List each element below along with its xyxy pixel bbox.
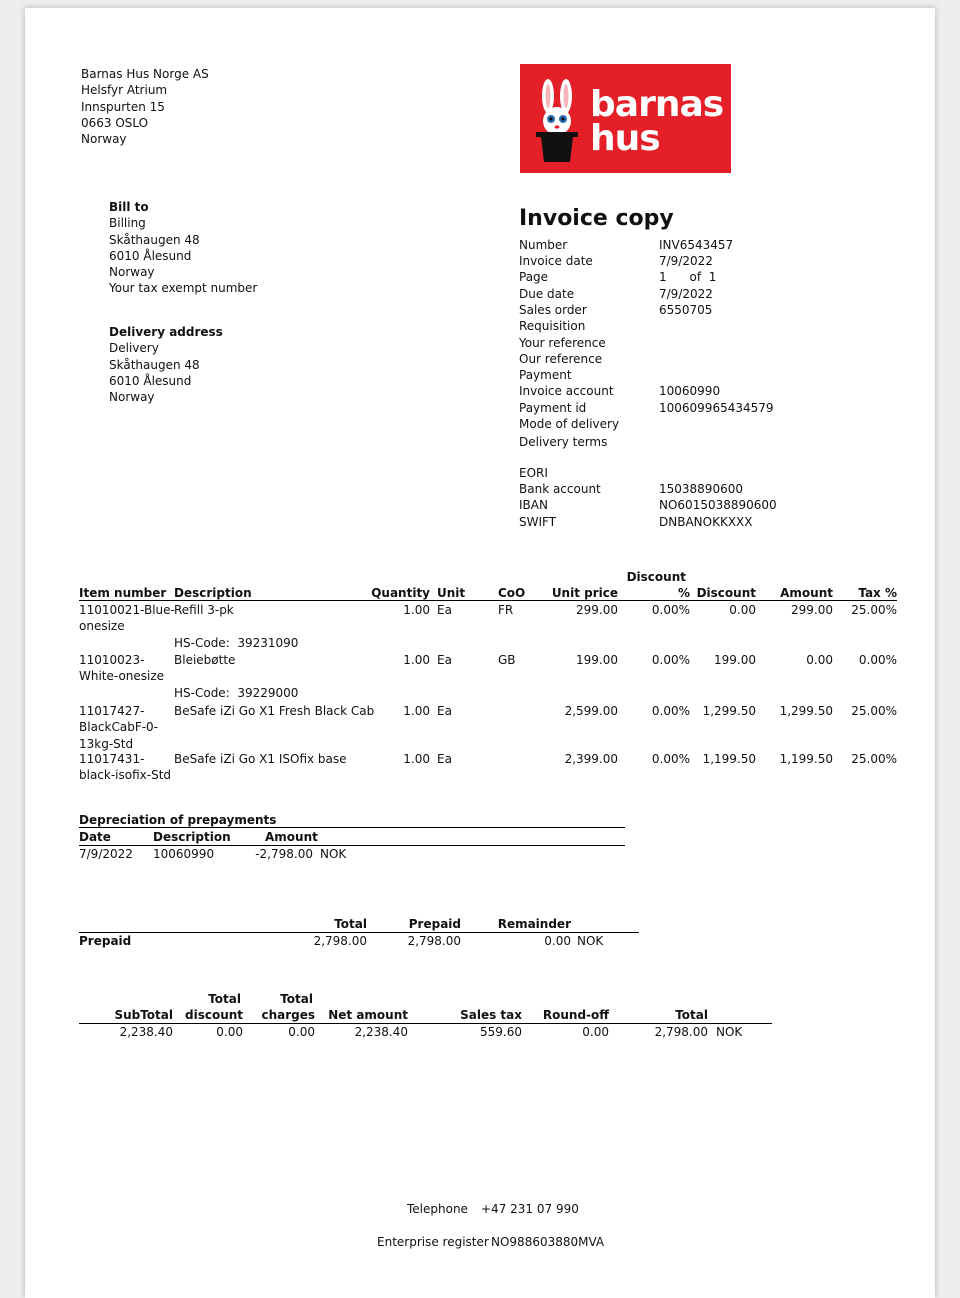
totals-discount-header-1: Total <box>208 992 241 1006</box>
depreciation-description-header: Description <box>153 830 231 844</box>
totals-subtotal-header: SubTotal <box>114 1008 173 1022</box>
bill-to-name: Billing <box>109 216 146 231</box>
invoice-field-value: 10060990 <box>659 384 721 398</box>
row-amount: 0.00 <box>806 653 833 667</box>
depreciation-amount: -2,798.00 <box>255 847 313 861</box>
row-description: BeSafe iZi Go X1 ISOfix base <box>174 752 347 766</box>
bill-to-postal: 6010 Ålesund <box>109 248 192 263</box>
totals-roundoff-header: Round-off <box>542 1008 609 1022</box>
row-amount: 1,299.50 <box>779 704 833 718</box>
invoice-field-label: Page <box>519 270 549 284</box>
row-quantity: 1.00 <box>403 653 430 667</box>
invoice-field-value: INV6543457 <box>659 238 734 252</box>
prepaid-total: 2,798.00 <box>313 934 367 948</box>
row-coo: FR <box>498 603 514 617</box>
footer-enterprise: NO988603880MVA <box>491 1235 605 1249</box>
row-quantity: 1.00 <box>403 752 430 766</box>
invoice-field-value: 7/9/2022 <box>659 254 713 268</box>
bank-field-label: Bank account <box>519 482 601 496</box>
invoice-field-label: Number <box>519 238 568 252</box>
totals-net: 2,238.40 <box>354 1025 408 1039</box>
prepaid-currency: NOK <box>577 934 604 948</box>
row-unit: Ea <box>437 603 452 617</box>
row-hs-code: HS-Code: 39229000 <box>174 685 299 700</box>
totals-charges-header-2: charges <box>261 1008 315 1022</box>
col-quantity-header: Quantity <box>371 586 430 600</box>
row-discount-pct: 0.00% <box>651 603 690 617</box>
seller-street: Helsfyr Atrium <box>81 83 168 98</box>
row-discount: 199.00 <box>714 653 756 667</box>
row-discount: 1,199.50 <box>702 752 756 766</box>
row-discount-pct: 0.00% <box>651 752 690 766</box>
row-description: Bleiebøtte <box>174 653 236 667</box>
row-tax: 25.00% <box>851 752 897 766</box>
totals-total: 2,798.00 <box>654 1025 708 1039</box>
invoice-field-value: 1 of 1 <box>659 270 717 284</box>
row-unit-price: 299.00 <box>576 603 618 617</box>
prepaid-prepaid-header: Prepaid <box>408 917 461 931</box>
totals-subtotal: 2,238.40 <box>119 1025 173 1039</box>
depreciation-header-rule <box>79 845 625 846</box>
invoice-field-value: 100609965434579 <box>659 401 774 415</box>
row-unit: Ea <box>437 653 452 667</box>
bank-field-label: IBAN <box>519 498 548 512</box>
row-amount: 299.00 <box>791 603 833 617</box>
totals-net-header: Net amount <box>328 1008 408 1022</box>
row-item-number: 11017427- <box>79 704 145 718</box>
col-description-header: Description <box>174 586 252 600</box>
prepaid-remainder: 0.00 <box>544 934 571 948</box>
depreciation-description: 10060990 <box>153 847 215 861</box>
col-item-header: Item number <box>79 586 167 600</box>
prepaid-prepaid: 2,798.00 <box>407 934 461 948</box>
totals-roundoff: 0.00 <box>582 1025 609 1039</box>
seller-postal: 0663 OSLO <box>81 115 149 130</box>
row-unit-price: 2,399.00 <box>564 752 618 766</box>
depreciation-date-header: Date <box>79 830 111 844</box>
row-unit: Ea <box>437 704 452 718</box>
delivery-street: Skåthaugen 48 <box>109 357 200 372</box>
logo-wordmark: barnas hus <box>590 84 724 159</box>
row-discount: 0.00 <box>729 603 756 617</box>
bank-field-value: DNBANOKKXXX <box>659 515 753 529</box>
row-item-number: 13kg-Std <box>79 736 134 751</box>
invoice-field-label: Mode of delivery <box>519 417 620 431</box>
row-description: Refill 3-pk <box>174 603 234 617</box>
col-amount-header: Amount <box>780 586 833 600</box>
row-tax: 0.00% <box>858 653 897 667</box>
footer-telephone: +47 231 07 990 <box>481 1202 579 1216</box>
invoice-field-label: Invoice account <box>519 384 614 398</box>
depreciation-title: Depreciation of prepayments <box>79 813 277 827</box>
invoice-field-value: 7/9/2022 <box>659 287 713 301</box>
row-item-number: 11017431- <box>79 752 145 766</box>
col-discount-pct-header-2: % <box>677 586 690 600</box>
bill-to-block <box>109 199 257 297</box>
bank-field-value: NO6015038890600 <box>659 498 777 512</box>
delivery-postal: 6010 Ålesund <box>109 373 192 388</box>
row-item-number: White-onesize <box>79 669 165 684</box>
seller-country: Norway <box>81 132 127 147</box>
invoice-field-label: Delivery terms <box>519 435 608 449</box>
row-item-number: BlackCabF-0- <box>79 720 159 735</box>
col-coo-header: CoO <box>498 586 526 600</box>
footer-enterprise-label: Enterprise register <box>377 1235 489 1249</box>
row-discount-pct: 0.00% <box>651 653 690 667</box>
invoice-field-label: Our reference <box>519 352 603 366</box>
invoice-field-label: Your reference <box>519 336 606 350</box>
row-hs-code: HS-Code: 39231090 <box>174 635 299 650</box>
invoice-field-label: Invoice date <box>519 254 593 268</box>
footer-telephone-label: Telephone <box>407 1202 468 1216</box>
barnas-hus-logo <box>520 64 731 173</box>
totals-currency: NOK <box>716 1025 743 1039</box>
invoice-field-label: Sales order <box>519 303 587 317</box>
bank-field-label: EORI <box>519 466 548 480</box>
prepaid-remainder-header: Remainder <box>497 917 571 931</box>
prepaid-total-header: Total <box>334 917 367 931</box>
totals-header-rule <box>79 1023 772 1024</box>
bank-field-label: SWIFT <box>519 515 557 529</box>
totals-sales-tax-header: Sales tax <box>460 1008 522 1022</box>
invoice-field-label: Payment id <box>519 401 587 415</box>
prepaid-row-label: Prepaid <box>79 934 132 948</box>
totals-total-header: Total <box>675 1008 708 1022</box>
prepaid-header-rule <box>79 932 639 933</box>
bill-to-country: Norway <box>109 265 155 280</box>
row-unit: Ea <box>437 752 452 766</box>
depreciation-currency: NOK <box>320 847 347 861</box>
col-unit-price-header: Unit price <box>551 586 618 600</box>
row-discount: 1,299.50 <box>702 704 756 718</box>
delivery-name: Delivery <box>109 341 159 356</box>
row-tax: 25.00% <box>851 603 897 617</box>
depreciation-title-rule <box>79 827 625 828</box>
depreciation-amount-header: Amount <box>265 830 318 844</box>
bill-to-heading: Bill to <box>109 200 149 214</box>
row-description: BeSafe iZi Go X1 Fresh Black Cab <box>174 704 375 718</box>
row-item-number: black-isofix-Std <box>79 768 172 783</box>
totals-sales-tax: 559.60 <box>480 1025 522 1039</box>
line-items-header-rule <box>79 600 897 601</box>
invoice-page <box>25 8 935 1298</box>
invoice-field-value: 6550705 <box>659 303 713 317</box>
row-quantity: 1.00 <box>403 704 430 718</box>
totals-discount: 0.00 <box>216 1025 243 1039</box>
invoice-field-label: Due date <box>519 287 575 301</box>
bank-field-value: 15038890600 <box>659 482 743 496</box>
col-unit-header: Unit <box>437 586 466 600</box>
delivery-country: Norway <box>109 390 155 405</box>
rabbit-in-hat-icon <box>528 76 588 164</box>
row-item-number: 11010021-Blue- <box>79 603 175 617</box>
totals-charges: 0.00 <box>288 1025 315 1039</box>
col-discount-header: Discount <box>696 586 756 600</box>
delivery-heading: Delivery address <box>109 325 223 339</box>
row-amount: 1,199.50 <box>779 752 833 766</box>
seller-address <box>81 66 209 147</box>
row-item-number: 11010023- <box>79 653 145 667</box>
invoice-field-label: Requisition <box>519 319 586 333</box>
invoice-title: Invoice copy <box>519 206 674 231</box>
delivery-address-block <box>109 324 223 405</box>
row-item-number: onesize <box>79 619 125 634</box>
invoice-field-label: Payment <box>519 368 572 382</box>
row-tax: 25.00% <box>851 704 897 718</box>
seller-name: Barnas Hus Norge AS <box>81 67 209 81</box>
totals-charges-header-1: Total <box>280 992 313 1006</box>
totals-discount-header-2: discount <box>185 1008 244 1022</box>
row-quantity: 1.00 <box>403 603 430 617</box>
col-discount-pct-header-1: Discount <box>626 570 686 584</box>
row-discount-pct: 0.00% <box>651 704 690 718</box>
row-unit-price: 2,599.00 <box>564 704 618 718</box>
seller-street2: Innspurten 15 <box>81 99 165 114</box>
depreciation-date: 7/9/2022 <box>79 847 133 861</box>
col-tax-header: Tax % <box>858 586 897 600</box>
row-unit-price: 199.00 <box>576 653 618 667</box>
row-coo: GB <box>498 653 516 667</box>
bill-to-street: Skåthaugen 48 <box>109 232 200 247</box>
bill-to-tax: Your tax exempt number <box>109 281 258 296</box>
